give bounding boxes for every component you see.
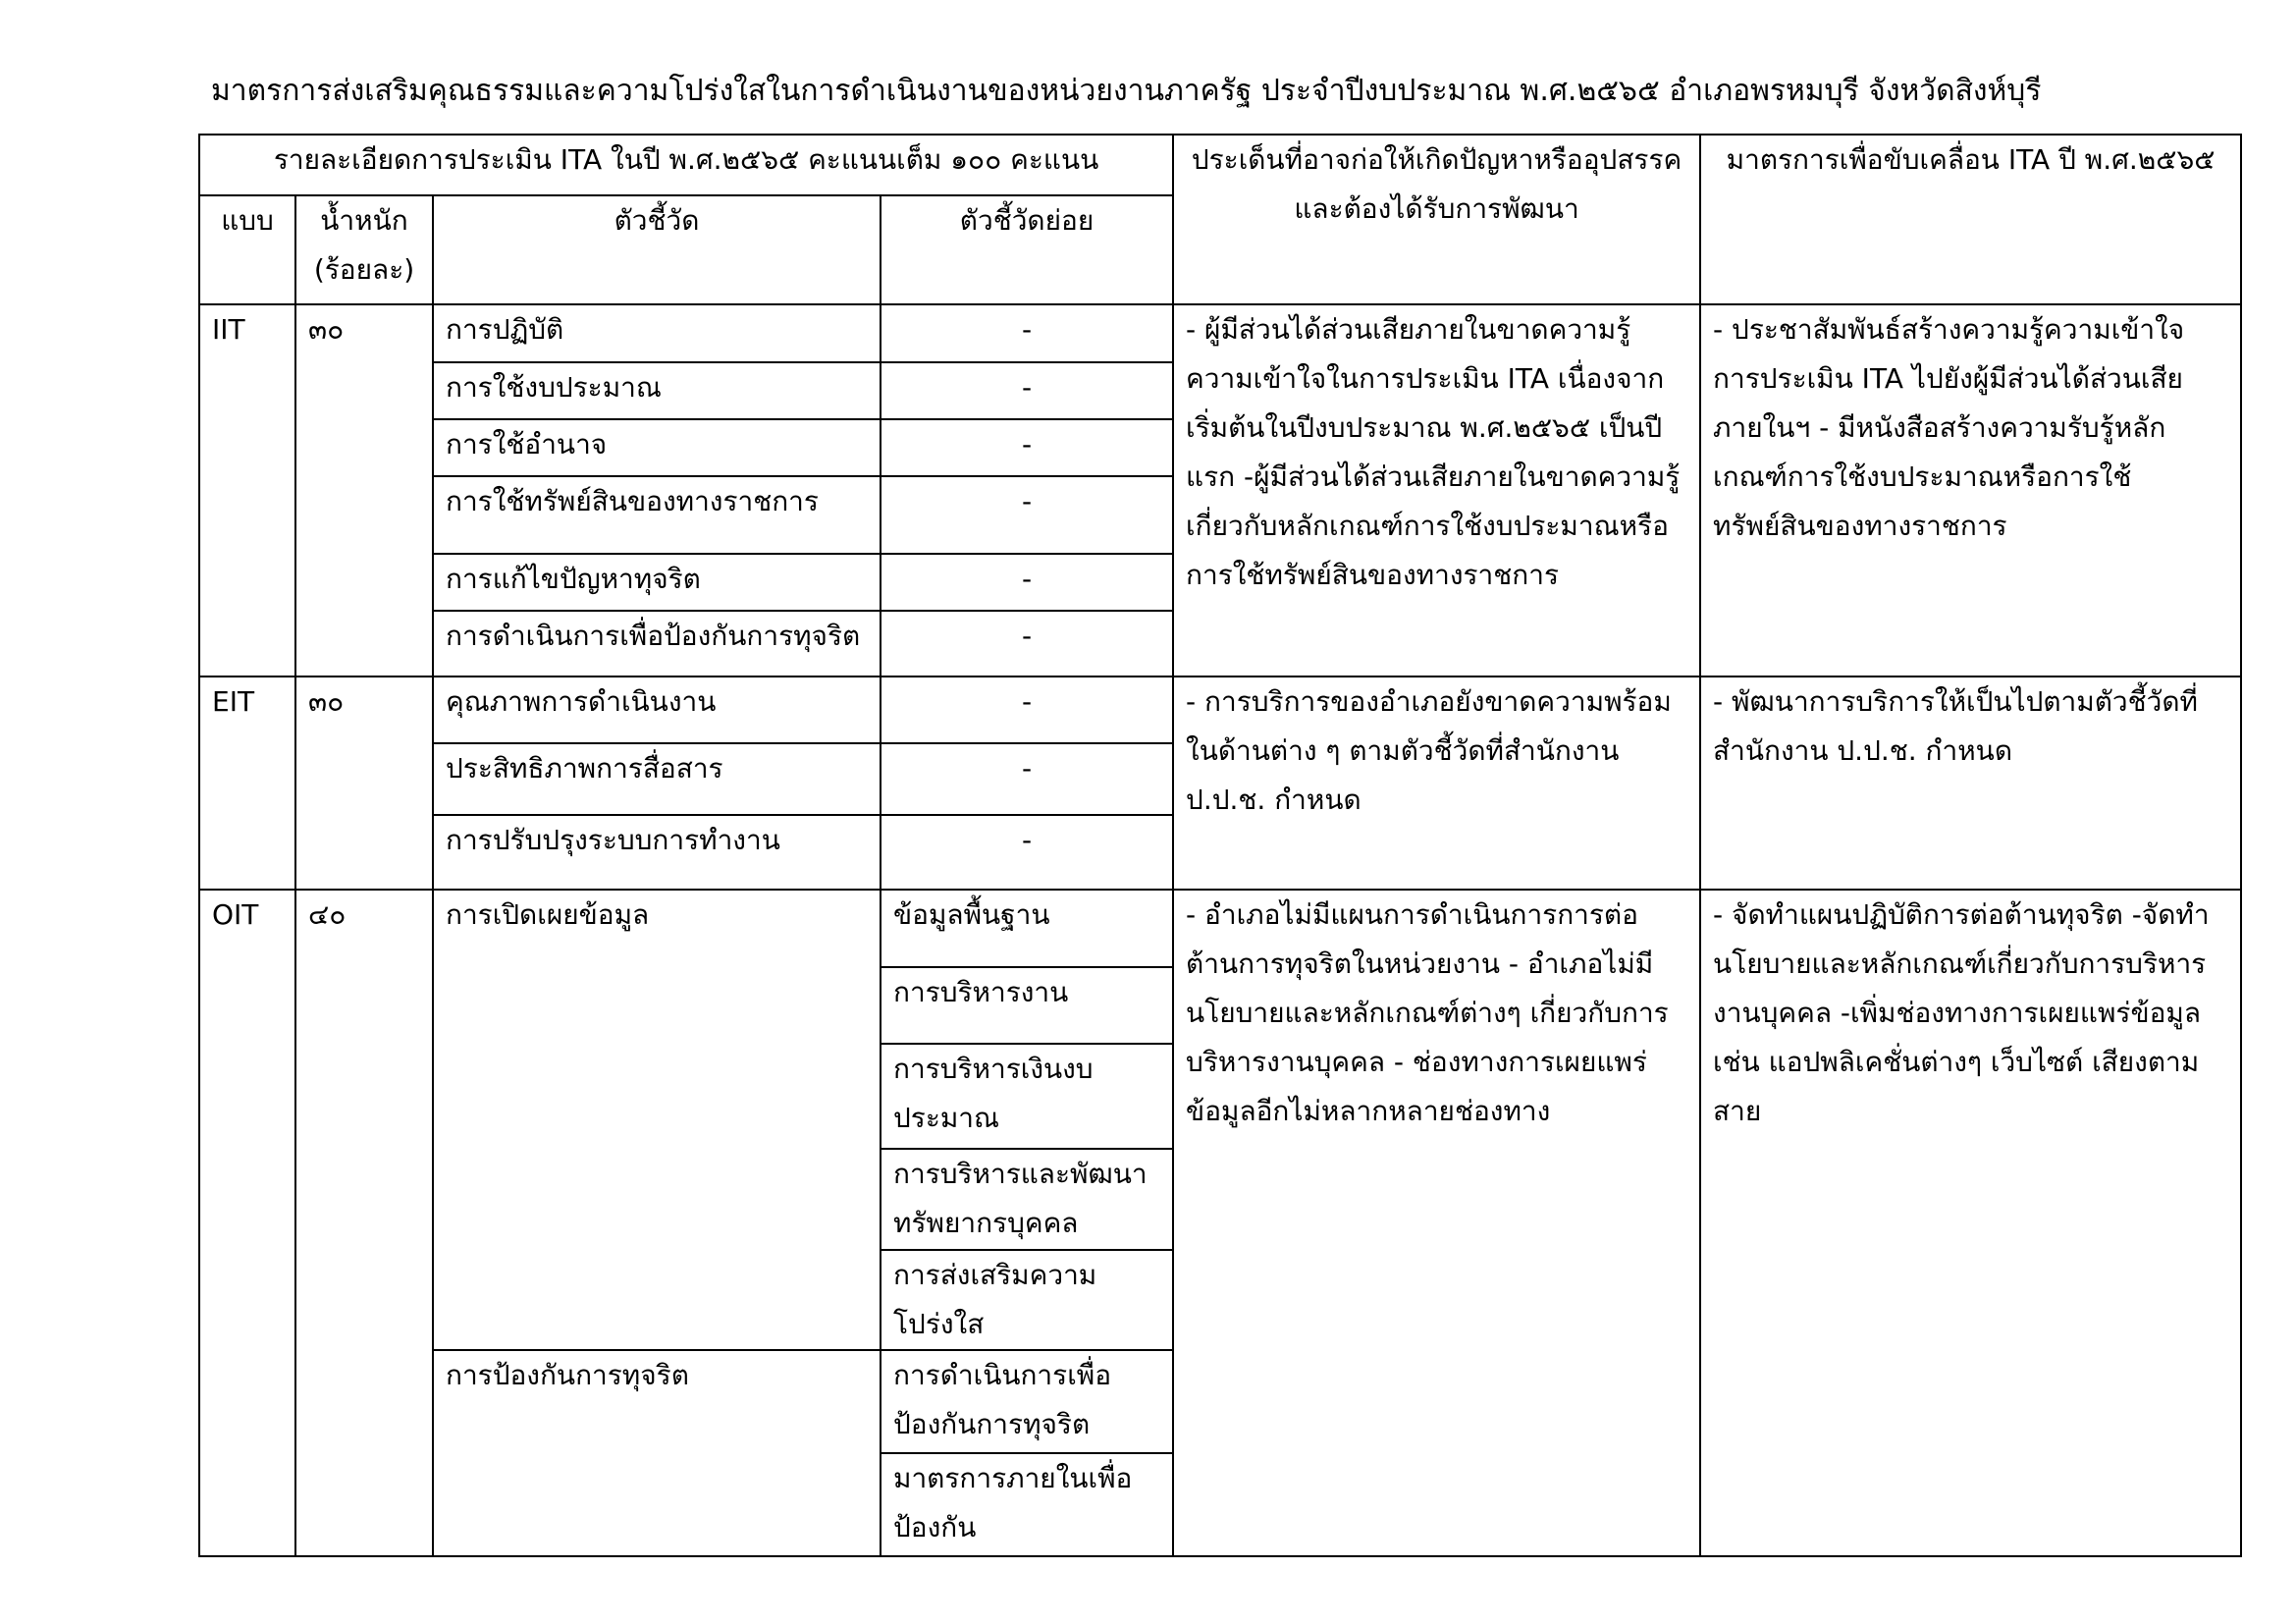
weight-header: น้ำหนัก (ร้อยละ) [295, 195, 433, 304]
oit-indicator-prevention: การป้องกันการทุจริต [433, 1350, 881, 1556]
iit-indicator: การปฏิบัติ [433, 304, 881, 361]
eit-indicator: การปรับปรุงระบบการทำงาน [433, 815, 881, 891]
assessment-detail-header: รายละเอียดการประเมิน ITA ในปี พ.ศ.๒๕๖๕ คะแนนเต็ม ๑๐๐ คะแนน [199, 135, 1173, 195]
oit-sub: การส่งเสริมความโปร่งใส [881, 1250, 1173, 1351]
eit-measures: - พัฒนาการบริการให้เป็นไปตามตัวชี้วัดที่สำนักงาน ป.ป.ช. กำหนด [1700, 677, 2241, 890]
oit-measures: - จัดทำแผนปฏิบัติการต่อต้านทุจริต -จัดทำนโยบายและหลักเกณฑ์เกี่ยวกับการบริหารงานบุคคล -เพิ่มช่องทางการเผยแพร่ข้อมูล เช่น แอปพลิเคชั่นต่างๆ เว็บไซต์ เสียงตามสาย [1700, 890, 2241, 1556]
eit-issues: - การบริการของอำเภอยังขาดความพร้อมในด้านต่าง ๆ ตามตัวชี้วัดที่สำนักงาน ป.ป.ช. กำหนด [1173, 677, 1700, 890]
oit-sub: มาตรการภายในเพื่อป้องกัน [881, 1453, 1173, 1556]
oit-type: OIT [199, 890, 295, 1556]
oit-sub: การบริหารเงินงบประมาณ [881, 1044, 1173, 1149]
oit-sub: การบริหารและพัฒนาทรัพยากรบุคคล [881, 1149, 1173, 1250]
iit-indicator: การใช้งบประมาณ [433, 362, 881, 419]
iit-sub: - [881, 554, 1173, 611]
iit-indicator: การใช้ทรัพย์สินของทางราชการ [433, 476, 881, 554]
iit-sub: - [881, 611, 1173, 676]
table-row [199, 890, 2241, 967]
iit-sub: - [881, 362, 1173, 419]
iit-sub: - [881, 476, 1173, 554]
indicator-header: ตัวชี้วัด [433, 195, 881, 304]
measures-header: มาตรการเพื่อขับเคลื่อน ITA ปี พ.ศ.๒๕๖๕ [1700, 135, 2241, 304]
iit-indicator: การแก้ไขปัญหาทุจริต [433, 554, 881, 611]
table-row [199, 677, 2241, 743]
page-title: มาตรการส่งเสริมคุณธรรมและความโปร่งใสในการดำเนินงานของหน่วยงานภาครัฐ ประจำปีงบประมาณ พ.ศ.๒๕๖๕ อำเภอพรหมบุรี จังหวัดสิงห์บุรี [211, 74, 2042, 108]
oit-issues: - อำเภอไม่มีแผนการดำเนินการการต่อต้านการทุจริตในหน่วยงาน - อำเภอไม่มีนโยบายและหลักเกณฑ์ต่างๆ เกี่ยวกับการบริหารงานบุคคล - ช่องทางการเผยแพร่ข้อมูลอีกไม่หลากหลายช่องทาง [1173, 890, 1700, 1556]
header-row-1 [199, 135, 2241, 195]
eit-type: EIT [199, 677, 295, 890]
iit-issues: - ผู้มีส่วนได้ส่วนเสียภายในขาดความรู้ความเข้าใจในการประเมิน ITA เนื่องจากเริ่มต้นในปีงบประมาณ พ.ศ.๒๕๖๕ เป็นปีแรก -ผู้มีส่วนได้ส่วนเสียภายในขาดความรู้เกี่ยวกับหลักเกณฑ์การใช้งบประมาณหรือการใช้ทรัพย์สินของทางราชการ [1173, 304, 1700, 677]
eit-sub: - [881, 743, 1173, 815]
type-header: แบบ [199, 195, 295, 304]
ita-table [198, 134, 2242, 1557]
sub-indicator-header: ตัวชี้วัดย่อย [881, 195, 1173, 304]
oit-sub: การดำเนินการเพื่อป้องกันการทุจริต [881, 1350, 1173, 1453]
table-row [199, 304, 2241, 361]
eit-weight: ๓๐ [295, 677, 433, 890]
iit-sub: - [881, 304, 1173, 361]
oit-weight: ๔๐ [295, 890, 433, 1556]
iit-indicator: การใช้อำนาจ [433, 419, 881, 476]
iit-sub: - [881, 419, 1173, 476]
oit-sub: ข้อมูลพื้นฐาน [881, 890, 1173, 967]
eit-indicator: คุณภาพการดำเนินงาน [433, 677, 881, 743]
oit-indicator-disclosure: การเปิดเผยข้อมูล [433, 890, 881, 1350]
iit-weight: ๓๐ [295, 304, 433, 677]
issues-header: ประเด็นที่อาจก่อให้เกิดปัญหาหรืออุปสรรคและต้องได้รับการพัฒนา [1173, 135, 1700, 304]
iit-measures: - ประชาสัมพันธ์สร้างความรู้ความเข้าใจการประเมิน ITA ไปยังผู้มีส่วนได้ส่วนเสียภายในฯ - มีหนังสือสร้างความรับรู้หลักเกณฑ์การใช้งบประมาณหรือการใช้ทรัพย์สินของทางราชการ [1700, 304, 2241, 677]
eit-sub: - [881, 677, 1173, 743]
oit-sub: การบริหารงาน [881, 967, 1173, 1045]
eit-indicator: ประสิทธิภาพการสื่อสาร [433, 743, 881, 815]
eit-sub: - [881, 815, 1173, 891]
iit-indicator: การดำเนินการเพื่อป้องกันการทุจริต [433, 611, 881, 676]
iit-type: IIT [199, 304, 295, 677]
